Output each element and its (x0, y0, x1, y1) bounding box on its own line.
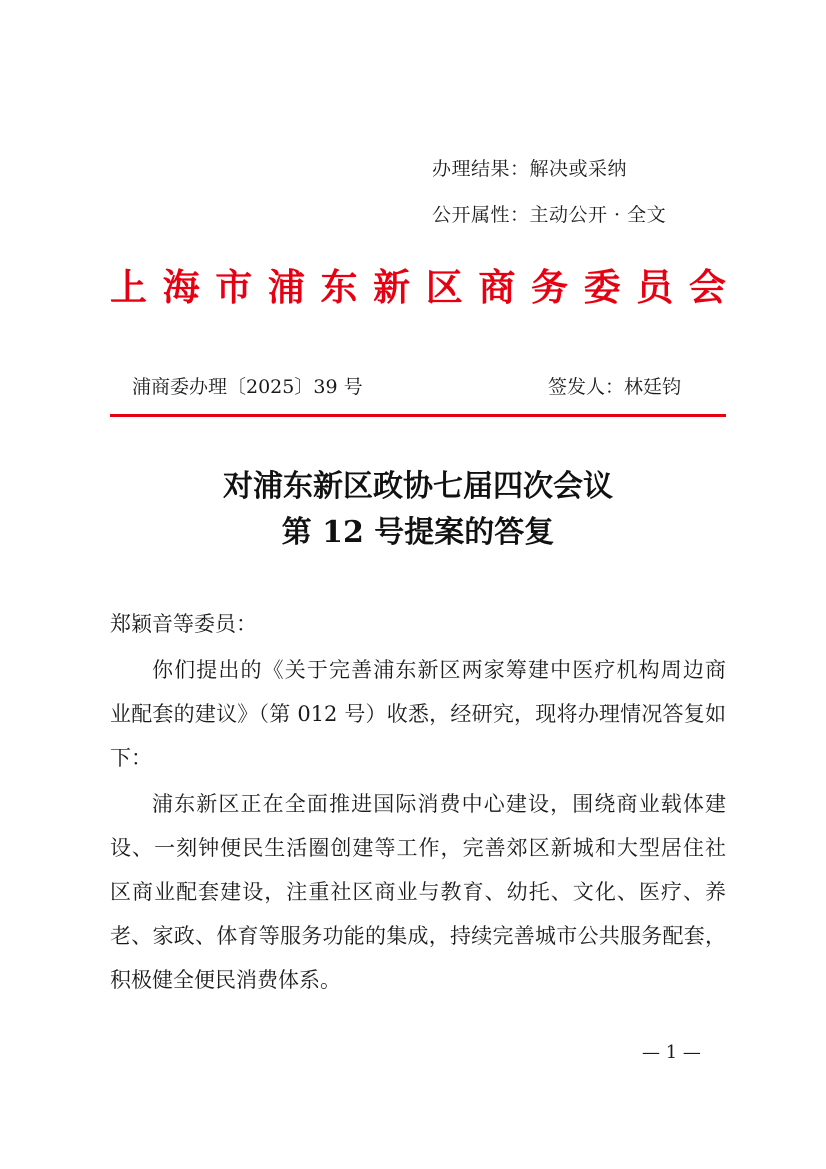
org-name-char: 新 (373, 265, 411, 309)
document-number: 浦商委办理〔2025〕39 号 (132, 376, 363, 398)
red-divider (110, 414, 726, 417)
org-name-char: 东 (320, 265, 358, 309)
paragraph-line: 区商业配套建设，注重社区商业与教育、幼托、文化、医疗、养 (110, 880, 726, 904)
page-number: — 1 — (642, 1042, 701, 1063)
document-title (110, 464, 726, 556)
org-name-char: 市 (215, 265, 253, 309)
org-name-char: 员 (636, 265, 674, 309)
org-name-char: 区 (425, 265, 463, 309)
issuing-organization (110, 262, 726, 312)
signer: 签发人：林廷钧 (548, 376, 682, 398)
paragraph-line: 下： (110, 746, 152, 770)
body-paragraph-1 (110, 648, 726, 780)
paragraph-line: 设、一刻钟便民生活圈创建等工作，完善郊区新城和大型居住社 (110, 836, 726, 860)
handling-result: 办理结果：解决或采纳 (432, 158, 628, 180)
org-name-char: 浦 (267, 265, 305, 309)
paragraph-line: 积极健全便民消费体系。 (110, 968, 341, 992)
salutation: 郑颖音等委员： (110, 612, 257, 636)
paragraph-line: 老、家政、体育等服务功能的集成，持续完善城市公共服务配套， (110, 924, 726, 948)
org-name-char: 上 (110, 265, 147, 309)
title-line-1: 对浦东新区政协七届四次会议 (223, 469, 613, 504)
paragraph-line: 你们提出的《关于完善浦东新区两家筹建中医疗机构周边商 (152, 658, 726, 682)
org-name-char: 海 (162, 265, 200, 309)
title-line-2: 第 12 号提案的答复 (281, 515, 555, 550)
org-name-char: 会 (688, 265, 726, 309)
paragraph-line: 业配套的建议》（第 012 号）收悉，经研究，现将办理情况答复如 (110, 702, 726, 726)
org-name-char: 务 (531, 265, 568, 309)
paragraph-line: 浦东新区正在全面推进国际消费中心建设，围绕商业载体建 (152, 792, 726, 816)
body-paragraph-2 (110, 782, 726, 1002)
org-name-char: 委 (583, 265, 621, 309)
org-name-char: 商 (478, 265, 516, 309)
disclosure-attribute: 公开属性：主动公开 · 全文 (432, 204, 667, 226)
